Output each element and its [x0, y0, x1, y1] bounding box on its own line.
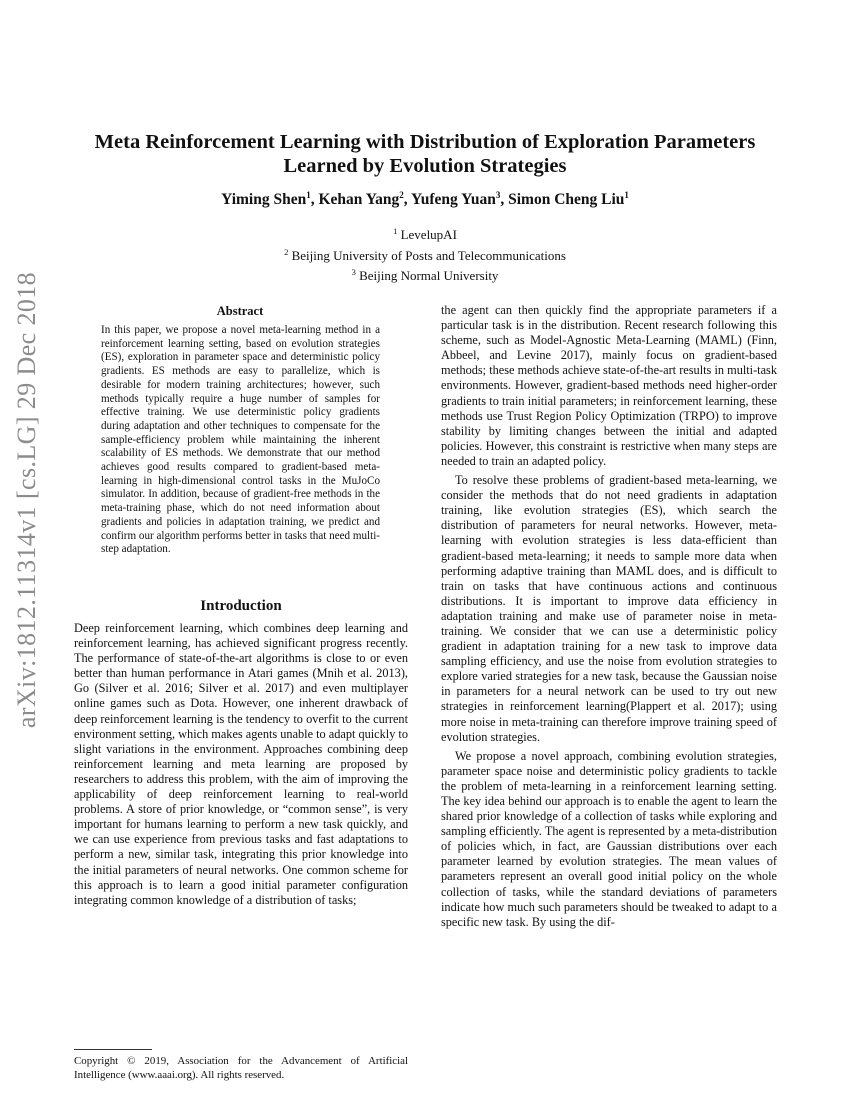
abstract-heading: Abstract [216, 304, 264, 318]
body-paragraph: To resolve these problems of gradient-based meta-learning, we consider the methods that do not need gradients in adaptation training, like evolution strategies (ES), which search the distribution of parameters for neural networks. However, meta-learning with evolution strategies is less data-efficient than gradient-based meta-learning; it needs to sample more data when performing adaptive training than MAML does, and is difficult to train on tasks that have continuous actions and continuous distributions. It is important to improve data efficiency in adaptation training and make use of parameter noise in meta-training. We consider that we can use a deterministic policy gradient in adaptation training for a new task to improve data sampling efficiency, and use the noise from evolution strategies to explore varied strategies for a new task, because the Gaussian noise in parameters for a neural network can be used to try out new strategies in reinforcement learning(Plappert et al. 2017); using more noise in meta-training can therefore improve training speed of evolution strategies. [441, 473, 777, 744]
arxiv-identifier-stamp [2, 271, 52, 729]
body-paragraph: We propose a novel approach, combining evolution strategies, parameter space noise and deterministic policy gradients to tackle the problem of meta-learning in a reinforcement learning setting. The key idea behind our approach is to enable the agent to learn the shared prior knowledge of a collection of tasks while exploring and sampling efficiently. The agent is represented by a meta-distribution of policies which, in fact, are Gaussian distributions over each parameter learned by evolution strategies. The mean values of parameters represent an overall good initial policy on the whole collection of tasks, while the standard deviations of parameters indicate how much such parameters should be tweaked to adapt to a specific new task. By using the dif- [441, 748, 777, 929]
affiliation-name: Beijing Normal University [359, 268, 499, 283]
author-name: Yufeng Yuan [410, 191, 496, 208]
paper-title: Meta Reinforcement Learning with Distribution of Exploration Parameters Learned by Evolution Strategies [94, 131, 756, 177]
copyright-footnote: Copyright © 2019, Association for the Advancement of Artificial Intelligence (www.aaai.org). All rights reserved. [74, 1055, 408, 1081]
author-affiliation-mark: 3 [495, 190, 501, 200]
affiliation-line [60, 223, 790, 244]
affiliation-mark: 3 [351, 267, 356, 277]
body-paragraph: the agent can then quickly find the appropriate parameters if a particular task is in the distribution. Recent research following this scheme, such as Model-Agnostic Meta-Learning (MAML) (Finn, Abbeel, and Levine 2017), mainly focus on gradient-based methods; these methods achieve state-of-the-art results in multi-task environments. However, gradient-based methods need higher-order gradients to train initial parameters; in reinforcement learning, these methods use Trust Region Policy Optimization (TRPO) to improve stability by limiting changes between the initial and adapted policies. However, this constraint is restrictive when many steps are needed to train an adapted policy. [441, 303, 777, 468]
affiliation-name: LevelupAI [400, 227, 457, 242]
introduction-heading: Introduction [200, 598, 282, 614]
author-name: Kehan Yang [318, 191, 400, 208]
author-affiliation-mark: 1 [624, 190, 629, 200]
author-list: Yiming Shen$^1$, Kehan Yang$^2$, Yufeng Yuan$^3$, Simon Cheng Liu$^1$ [221, 190, 629, 208]
footnote-divider [74, 1049, 152, 1050]
arxiv-identifier-text: arXiv:1812.11314v1 [cs.LG] 29 Dec 2018 [12, 271, 41, 729]
affiliation-list [60, 223, 790, 285]
affiliation-mark: 1 [393, 226, 398, 236]
author-name: Yiming Shen [221, 191, 307, 208]
author-affiliation-mark: 2 [399, 190, 404, 200]
affiliation-line [60, 264, 790, 285]
affiliation-mark: 2 [284, 246, 289, 257]
introduction-paragraph-left: Deep reinforcement learning, which combines deep learning and reinforcement learning, has achieved significant progress recently. The performance of state-of-the-art algorithms is close to or even better than human performance in Atari games (Mnih et al. 2013), Go (Silver et al. 2016; Silver et al. 2017) and even multiplayer online games such as Dota. However, one inherent drawback of deep reinforcement learning is the tendency to overfit to the current environment setting, which makes agents unable to adapt quickly to slight variations in the environment. Approaches combining deep reinforcement learning and meta learning are proposed by researchers to address this problem, with the aim of improving the applicability of deep reinforcement learning to real-world problems. A store of prior knowledge, or “common sense”, is very important for humans learning to perform a new task quickly, and we can use experience from previous tasks and fast adaptations to perform a new, similar task, integrating this prior knowledge into the initial parameters of neural networks. One common scheme for this approach is to learn a good initial parameter configuration integrating common knowledge of a distribution of tasks; [74, 621, 408, 907]
author-affiliation-mark: 1 [306, 190, 311, 200]
author-name: Simon Cheng Liu [508, 191, 625, 208]
abstract-text: In this paper, we propose a novel meta-learning method in a reinforcement learning setting, based on evolution strategies (ES), exploration in parameter space and deterministic policy gradients. ES methods are easy to parallelize, which is desirable for modern training architectures; however, such methods typically require a huge number of samples for effective training. We use deterministic policy gradients during adaptation and other techniques to compensate for the sample-efficiency problem while maintaining the inherent scalability of ES methods. We demonstrate that our method achieves good results compared to gradient-based meta-learning in high-dimensional control tasks in the MuJoCo simulator. In addition, because of gradient-free methods in the meta-training phase, which do not need information about gradients and policies in adaptation training, we predict and confirm our algorithm performs better in tasks that need multi-step adaptation. [101, 324, 380, 556]
right-column [441, 303, 777, 934]
affiliation-name: Beijing University of Posts and Telecommunications [291, 247, 566, 263]
affiliation-line [60, 244, 790, 265]
